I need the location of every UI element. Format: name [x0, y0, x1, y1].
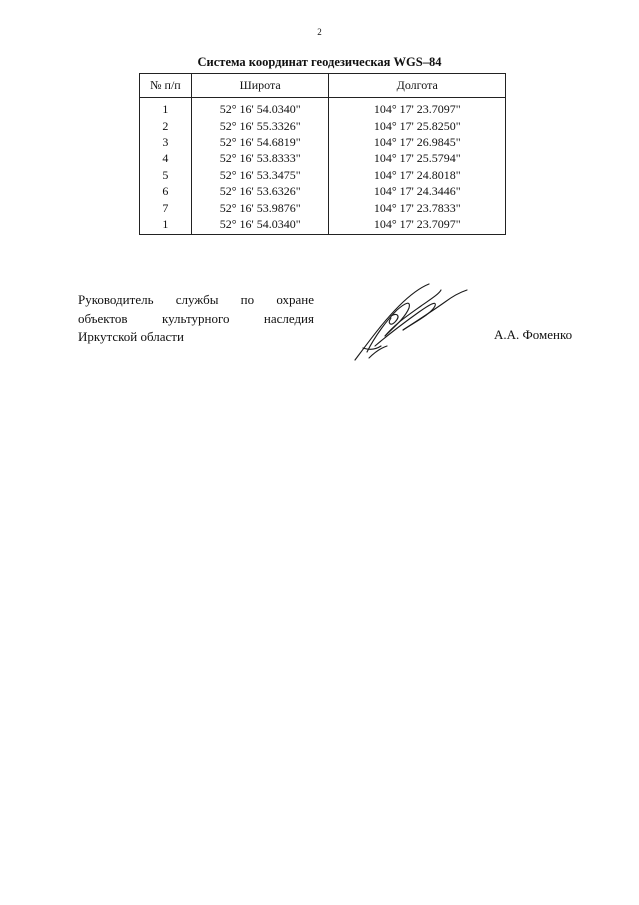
- column-header-latitude: Широта: [191, 74, 329, 98]
- table-row: [140, 167, 506, 183]
- cell-number: 5: [140, 167, 192, 183]
- cell-longitude: 104° 17' 24.8018": [329, 167, 506, 183]
- cell-latitude: 52° 16' 54.6819": [191, 134, 329, 150]
- table-row: [140, 98, 506, 118]
- signatory-position: [78, 291, 314, 347]
- cell-latitude: 52° 16' 53.8333": [191, 150, 329, 166]
- table-row: [140, 216, 506, 235]
- signatory-position-line: Иркутской области: [78, 329, 184, 344]
- cell-latitude: 52° 16' 55.3326": [191, 117, 329, 133]
- cell-latitude: 52° 16' 54.0340": [191, 98, 329, 118]
- cell-latitude: 52° 16' 53.9876": [191, 199, 329, 215]
- cell-longitude: 104° 17' 23.7833": [329, 199, 506, 215]
- cell-number: 3: [140, 134, 192, 150]
- table-row: [140, 134, 506, 150]
- cell-longitude: 104° 17' 24.3446": [329, 183, 506, 199]
- cell-latitude: 52° 16' 53.6326": [191, 183, 329, 199]
- cell-number: 1: [140, 216, 192, 235]
- table-row: [140, 183, 506, 199]
- cell-longitude: 104° 17' 23.7097": [329, 216, 506, 235]
- table-row: [140, 150, 506, 166]
- cell-longitude: 104° 17' 25.8250": [329, 117, 506, 133]
- cell-longitude: 104° 17' 25.5794": [329, 150, 506, 166]
- cell-latitude: 52° 16' 53.3475": [191, 167, 329, 183]
- cell-number: 1: [140, 98, 192, 118]
- coordinates-table: [139, 73, 506, 235]
- column-header-longitude: Долгота: [329, 74, 506, 98]
- cell-longitude: 104° 17' 26.9845": [329, 134, 506, 150]
- cell-number: 4: [140, 150, 192, 166]
- table-header-row: [140, 74, 506, 98]
- cell-latitude: 52° 16' 54.0340": [191, 216, 329, 235]
- page-number: 2: [317, 27, 322, 37]
- table-row: [140, 199, 506, 215]
- signatory-name: А.А. Фоменко: [494, 327, 573, 342]
- table-row: [140, 117, 506, 133]
- signatory-position-line: объектов культурного наследия: [78, 310, 314, 326]
- signatory-position-line: Руководитель службы по охране: [78, 292, 314, 307]
- handwritten-signature-icon: [345, 276, 475, 366]
- cell-number: 6: [140, 183, 192, 199]
- column-header-number: № п/п: [140, 74, 192, 98]
- table-title: Система координат геодезическая WGS–84: [197, 55, 442, 69]
- cell-longitude: 104° 17' 23.7097": [329, 98, 506, 118]
- cell-number: 7: [140, 199, 192, 215]
- cell-number: 2: [140, 117, 192, 133]
